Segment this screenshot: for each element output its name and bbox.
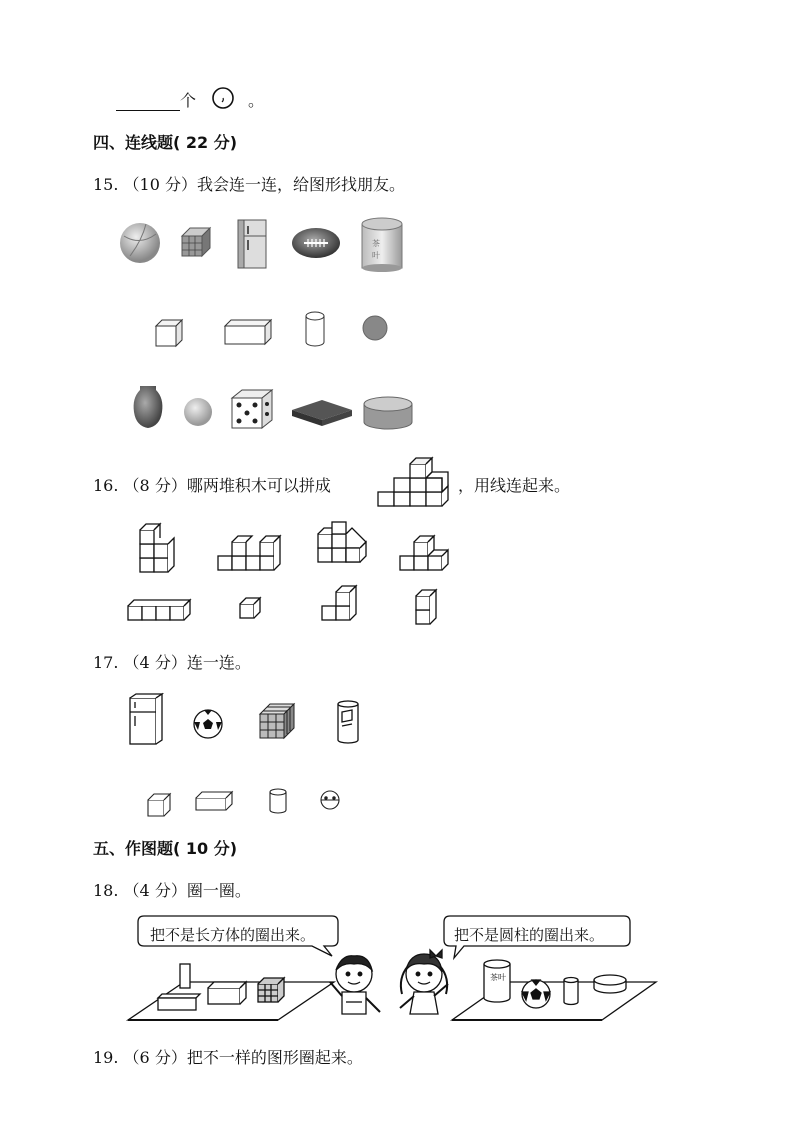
fridge-drawing-icon	[130, 694, 162, 744]
section-5-title: 五、作图题( 10 分)	[93, 839, 238, 858]
block-pile-d	[400, 536, 448, 570]
block-pile-f	[240, 598, 260, 618]
q18-line	[93, 878, 251, 901]
block-pile-c	[318, 522, 366, 562]
q17-number: 17.	[93, 653, 119, 672]
vase-icon	[134, 386, 163, 428]
slab-icon	[292, 400, 352, 426]
boy-figure	[330, 956, 380, 1014]
q15-number: 15.	[93, 175, 119, 194]
small-ball-icon	[321, 791, 339, 809]
block-pile-h	[416, 590, 436, 624]
svg-text:叶: 叶	[372, 251, 380, 260]
refrigerator-icon	[238, 220, 266, 268]
svg-text:茶叶: 茶叶	[490, 973, 506, 982]
end-mark: 。	[248, 91, 265, 110]
q17-text: （4 分）连一连。	[123, 653, 251, 672]
q16-piles-row-2	[126, 590, 446, 630]
target-stack-figure	[376, 456, 452, 508]
q16-number: 16.	[93, 476, 119, 495]
block-pile-b	[218, 536, 280, 570]
q18-number: 18.	[93, 881, 119, 900]
dice-icon	[232, 390, 272, 428]
wood-stump-icon	[364, 397, 412, 429]
rubiks-cube-drawing-icon	[260, 704, 294, 738]
girl-figure	[400, 950, 448, 1014]
q19-text: （6 分）把不一样的图形圈起来。	[123, 1048, 363, 1067]
q16-line	[93, 473, 331, 496]
sphere-outline-icon	[210, 86, 236, 112]
q16-piles-row-1	[136, 520, 456, 576]
section-4-title: 四、连线题( 22 分)	[93, 133, 238, 152]
soccer-ball-drawing-icon	[194, 710, 222, 738]
soda-can-drawing-icon	[338, 701, 358, 743]
cylinder-shape-icon	[306, 312, 324, 346]
q15-objects-row-3	[126, 384, 426, 434]
q15-line	[93, 172, 405, 195]
q16-text-before: （8 分）哪两堆积木可以拼成	[123, 476, 331, 495]
bubble-right-text: 把不是圆柱的圈出来。	[454, 926, 605, 944]
q17-line	[93, 650, 251, 673]
small-cylinder-icon	[270, 789, 286, 813]
bubble-left-text: 把不是长方体的圈出来。	[150, 926, 316, 944]
q15-shapes-row	[150, 308, 400, 350]
tennis-ball-icon	[184, 398, 212, 426]
answer-blank[interactable]	[116, 94, 180, 111]
rubiks-cube-icon	[182, 228, 210, 256]
q15-objects-row-1	[120, 216, 420, 270]
q17-objects-row	[126, 694, 376, 748]
block-pile-e	[128, 600, 190, 620]
svg-text:茶: 茶	[372, 239, 380, 248]
q19-number: 19.	[93, 1048, 119, 1067]
block-pile-a	[140, 524, 174, 572]
block-pile-g	[322, 586, 356, 620]
sphere-shape-icon	[363, 316, 387, 340]
football-icon	[292, 228, 340, 258]
cube-shape-icon	[156, 320, 182, 346]
answer-line	[116, 88, 196, 111]
volleyball-icon	[120, 223, 160, 263]
small-cuboid-icon	[196, 792, 232, 810]
tea-can-icon	[362, 218, 402, 272]
q16-text-after: ，用线连起来。	[458, 476, 571, 495]
small-cube-icon	[148, 794, 170, 816]
q17-shapes-row	[140, 784, 350, 818]
q19-line	[93, 1045, 363, 1068]
q18-text: （4 分）圈一圈。	[123, 881, 251, 900]
cuboid-shape-icon	[225, 320, 271, 344]
q15-text: （10 分）我会连一连，给图形找朋友。	[123, 175, 405, 194]
measure-word: 个	[180, 91, 197, 110]
